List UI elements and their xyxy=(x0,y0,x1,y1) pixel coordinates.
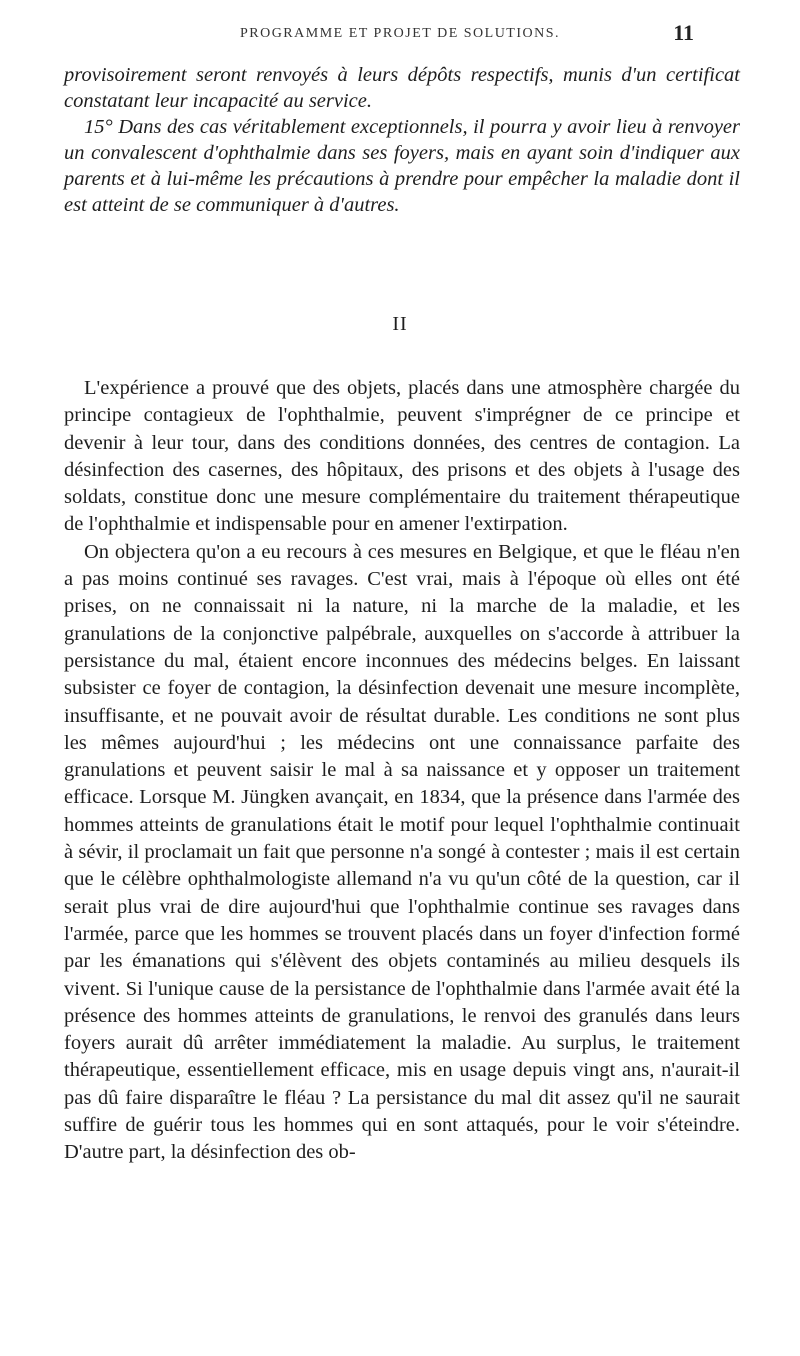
body-paragraph: L'expérience a prouvé que des objets, placés dans une atmosphère chargée du principe contagieux de l'ophthalmie, peuvent s'imprégner de ce principe et devenir à leur tour, dans des conditions données, des centres de contagion. La désinfection des casernes, des hôpitaux, des prisons et des objets à l'usage des soldats, constitue donc une mesure complémentaire du traitement thérapeutique de l'ophthalmie et indispensable pour en amener l'extirpation. xyxy=(64,377,740,536)
item-15-paragraph: 15° Dans des cas véritablement exceptionnels, il pourra y avoir lieu à renvoyer un convalescent d'ophthalmie dans ses foyers, mais en ayant soin d'indiquer aux parents et à lui-même les précautions à prendre pour empêcher la maladie dont il est atteint de se communiquer à d'autres. xyxy=(64,116,740,216)
section-body xyxy=(64,375,740,1167)
running-head xyxy=(110,20,694,50)
running-title: PROGRAMME ET PROJET DE SOLUTIONS. xyxy=(239,26,561,41)
body-paragraph: On objectera qu'on a eu recours à ces mesures en Belgique, et que le fléau n'en a pas moins continué ses ravages. C'est vrai, mais à l'époque où elles ont été prises, on ne connaissait ni la nature, ni la marche de la maladie, et les granulations de la conjonctive palpébrale, auxquelles on s'accorde à attribuer la persistance du mal, étaient encore inconnues des médecins belges. En laissant subsister ce foyer de contagion, la désinfection devenait une mesure incomplète, insuffisante, et ne pouvait avoir de résultat durable. Les conditions ne sont plus les mêmes aujourd'hui ; les médecins ont une connaissance parfaite des granulations et peuvent saisir le mal à sa naissance et y opposer un traitement efficace. Lorsque M. Jüngken avançait, en 1834, que la présence dans l'armée des hommes atteints de granulations était le motif pour lequel l'ophthalmie continuait à sévir, il proclamait un fait que personne n'a songé à contester ; mais il est certain que le célèbre ophthalmologiste allemand n'a vu qu'un côté de la question, car il serait plus vrai de dire aujourd'hui que l'ophthalmie continue ses ravages dans l'armée, parce que les hommes se trouvent placés dans un foyer d'infection formé par les émanations qui s'élèvent des objets contaminés au milieu desquels ils vivent. Si l'unique cause de la persistance de l'ophthalmie dans l'armée avait été la présence des hommes atteints de granulations, le renvoi des granulés dans leurs foyers aurait dû arrêter immédiatement la maladie. Au surplus, le traitement thérapeutique, essentiellement efficace, mis en usage depuis vingt ans, n'aurait-il pas dû faire disparaître le fléau ? La persistance du mal dit assez qu'il ne saurait suffire de guérir tous les hommes qui en sont attaqués, pour le voir s'éteindre. D'autre part, la désinfection des ob- xyxy=(64,540,740,1164)
section-heading: II xyxy=(392,313,408,335)
page-number: 11 xyxy=(673,20,694,45)
carryover-paragraph: provisoirement seront renvoyés à leurs dépôts respectifs, munis d'un certificat constatant leur incapacité au service. xyxy=(64,64,740,112)
italic-instructions xyxy=(64,62,740,218)
